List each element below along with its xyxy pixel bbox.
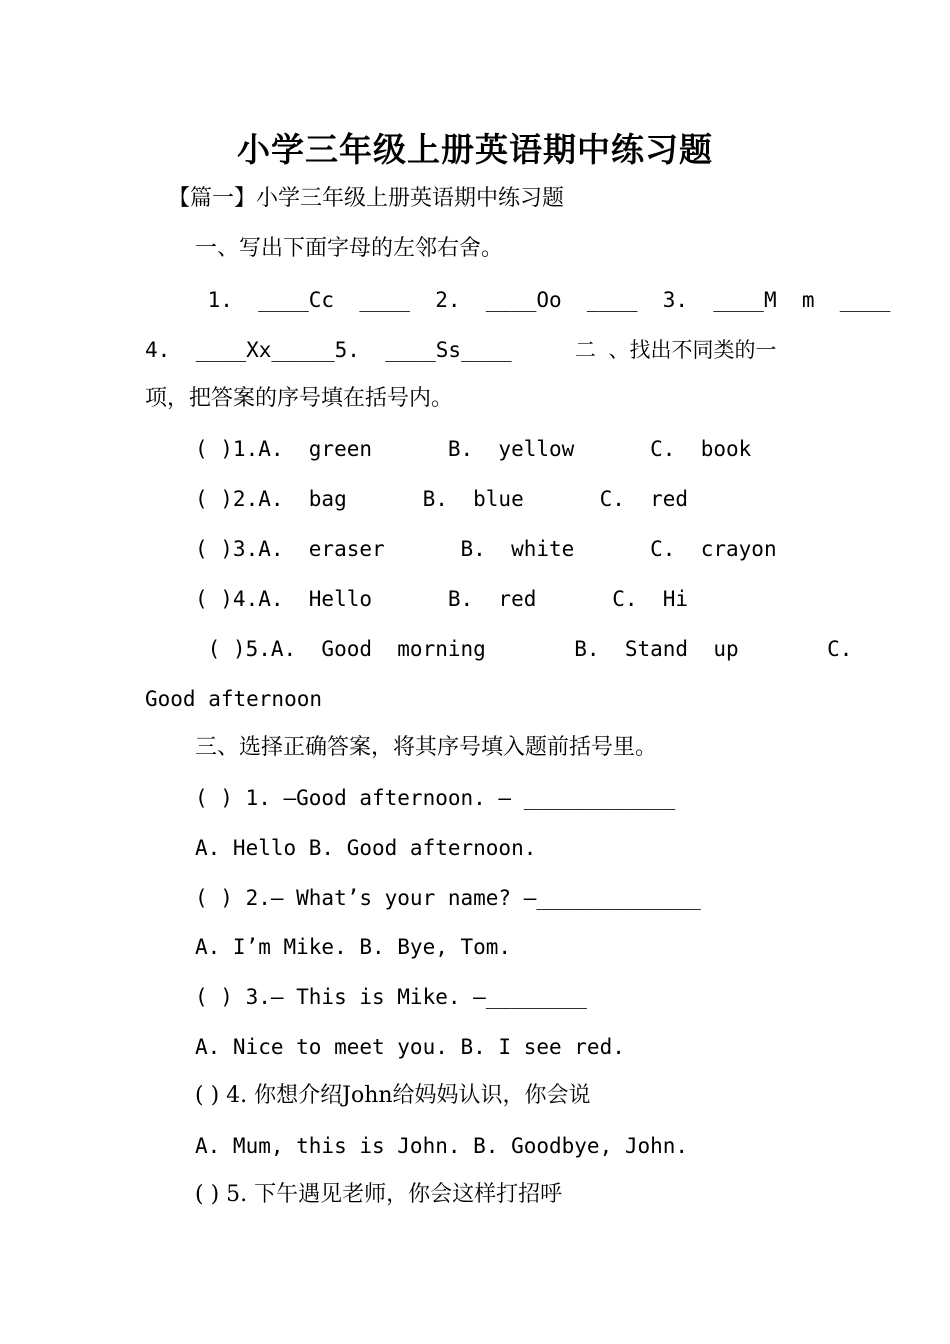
letter-row-2: 4. ____Xx_____5. ____Ss____ 二 、找出不同类的一 — [145, 338, 777, 362]
choice-question-4: ( ) 4. 你想介绍John给妈妈认识，你会说 — [195, 1083, 591, 1108]
part3-instruction: 三、选择正确答案，将其序号填入题前括号里。 — [195, 735, 658, 760]
choice-question-1: ( ) 1. —Good afternoon. — ____________ — [195, 786, 676, 810]
letter-row-1: 1. ____Cc ____ 2. ____Oo ____ 3. ____M m ____ — [195, 288, 891, 312]
odd-one-out-item-5-cont: Good afternoon — [145, 687, 323, 711]
odd-one-out-item-4: ( )4.A. Hello B. red C. Hi — [195, 587, 689, 611]
choice-options-1: A. Hello B. Good afternoon. — [195, 836, 537, 860]
choice-question-2: ( ) 2.— What’s your name? —_____________ — [195, 886, 701, 910]
part2-instruction: 项，把答案的序号填在括号内。 — [145, 386, 454, 411]
choice-question-3: ( ) 3.— This is Mike. —________ — [195, 985, 587, 1009]
choice-options-4: A. Mum, this is John. B. Goodbye, John. — [195, 1134, 689, 1158]
choice-options-3: A. Nice to meet you. B. I see red. — [195, 1035, 625, 1059]
section-heading: 【篇一】小学三年级上册英语期中练习题 — [168, 186, 565, 211]
part1-instruction: 一、写出下面字母的左邻右舍。 — [195, 236, 504, 261]
document-title: 小学三年级上册英语期中练习题 — [237, 130, 713, 169]
odd-one-out-item-3: ( )3.A. eraser B. white C. crayon — [195, 537, 777, 561]
odd-one-out-item-2: ( )2.A. bag B. blue C. red — [195, 487, 689, 511]
choice-question-5: ( ) 5. 下午遇见老师，你会这样打招呼 — [195, 1182, 563, 1207]
choice-options-2: A. I’m Mike. B. Bye, Tom. — [195, 935, 512, 959]
odd-one-out-item-5: ( )5.A. Good morning B. Stand up C. — [195, 637, 853, 661]
odd-one-out-item-1: ( )1.A. green B. yellow C. book — [195, 437, 752, 461]
